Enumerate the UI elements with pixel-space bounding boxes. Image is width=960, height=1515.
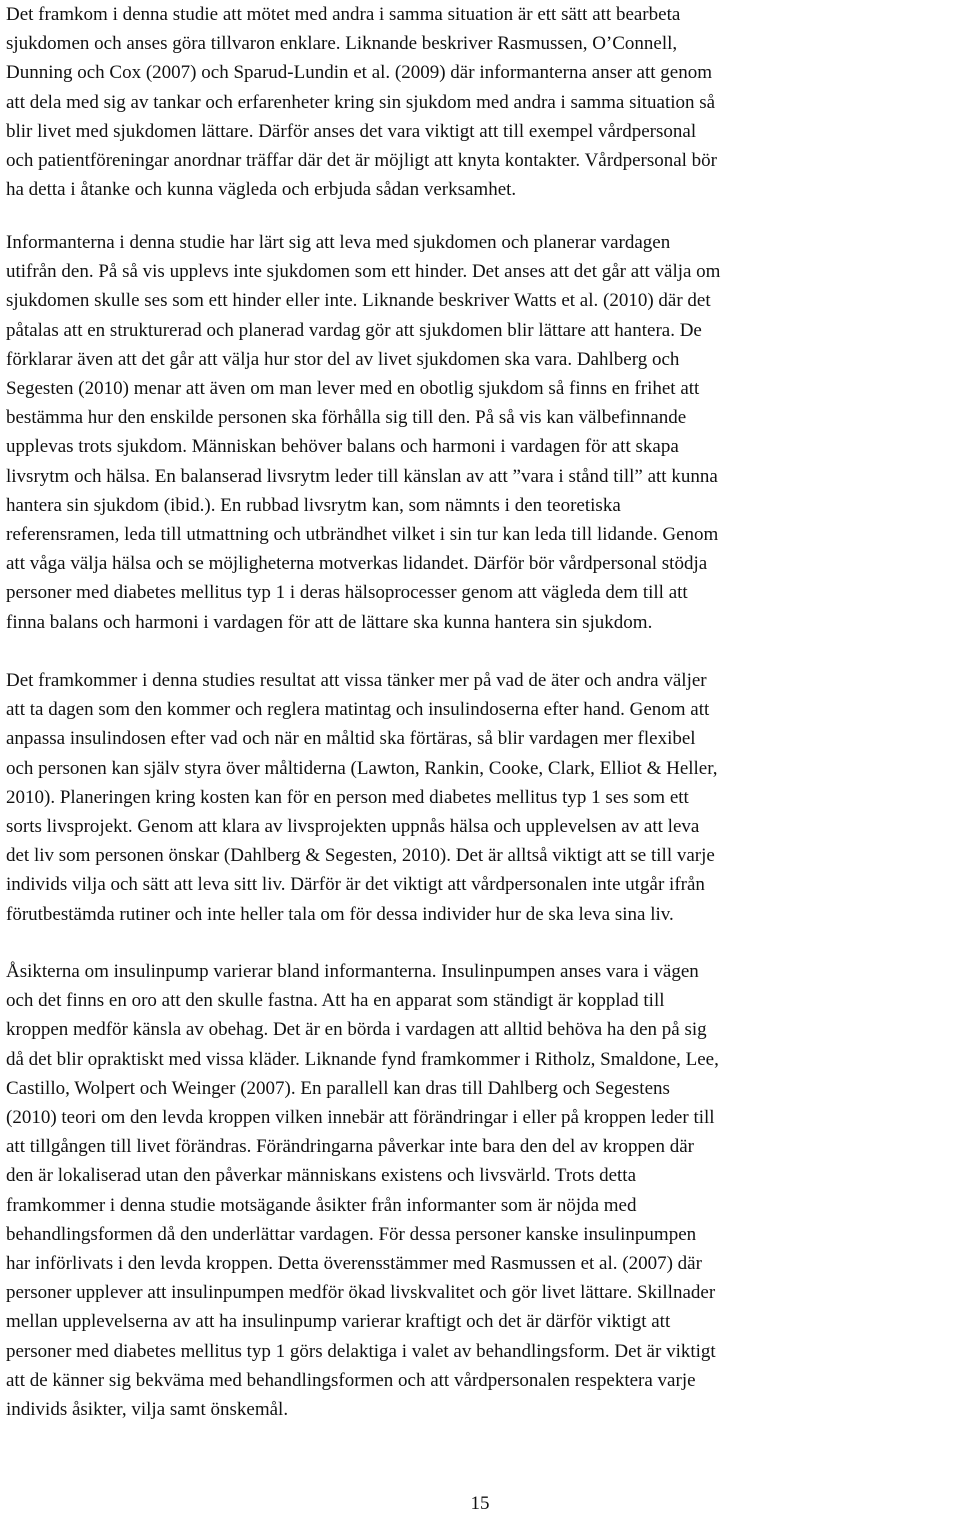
paragraph-4 [6, 957, 719, 1424]
text-line: och det finns en oro att den skulle fastna. Att ha en apparat som ständigt är kopplad till [6, 990, 665, 1012]
text-line: hantera sin sjukdom (ibid.). En rubbad livsrytm kan, som nämnts i den teoretiska [6, 494, 621, 516]
text-line: och personen kan själv styra över måltiderna (Lawton, Rankin, Cooke, Clark, Elliot & Heller, [6, 757, 718, 779]
text-line: att tillgången till livet förändras. Förändringarna påverkar inte bara den del av kroppen där [6, 1136, 694, 1158]
text-line: att dela med sig av tankar och erfarenheter kring sin sjukdom med andra i samma situation så [6, 91, 716, 113]
text-line: att de känner sig bekväma med behandlingsformen och att vårdpersonalen respektera varje [6, 1369, 696, 1391]
text-line: Dunning och Cox (2007) och Sparud-Lundin et al. (2009) där informanterna anser att genom [6, 62, 712, 84]
text-line: personer med diabetes mellitus typ 1 görs delaktiga i valet av behandlingsform. Det är viktigt [6, 1340, 716, 1362]
text-line: behandlingsformen då den underlättar vardagen. För dessa personer kanske insulinpumpen [6, 1223, 697, 1245]
text-line: sjukdomen skulle ses som ett hinder eller inte. Liknande beskriver Watts et al. (2010) där det [6, 290, 711, 312]
text-line: individs åsikter, vilja samt önskemål. [6, 1399, 289, 1421]
text-line: blir livet med sjukdomen lättare. Därför anses det vara viktigt att till exempel vårdpersonal [6, 120, 697, 142]
text-line: personer med diabetes mellitus typ 1 i deras hälsoprocesser genom att vägleda dem till att [6, 582, 688, 604]
text-line: Castillo, Wolpert och Weinger (2007). En parallell kan dras till Dahlberg och Segestens [6, 1077, 670, 1099]
text-line: Åsikterna om insulinpump varierar bland informanterna. Insulinpumpen anses vara i vägen [6, 961, 699, 982]
paragraph-1 [6, 0, 717, 204]
text-line: förklarar även att det går att välja hur stor del av livet sjukdomen ska vara. Dahlberg och [6, 348, 680, 370]
text-line: kroppen medför känsla av obehag. Det är en börda i vardagen att alltid behöva ha den på sig [6, 1019, 707, 1041]
text-line: referensramen, leda till utmattning och utbrändhet vilket i sin tur kan leda till lidande. Genom [6, 524, 719, 546]
text-line: utifrån den. På så vis upplevs inte sjukdomen som ett hinder. Det anses att det går att välja om [6, 261, 721, 283]
text-line: Segesten (2010) menar att även om man lever med en obotlig sjukdom så finns en frihet att [6, 378, 700, 400]
text-line: den är lokaliserad utan den påverkar människans existens och livsvärld. Trots detta [6, 1165, 637, 1187]
paragraph-2 [6, 228, 720, 637]
text-line: Det framkom i denna studie att mötet med andra i samma situation är ett sätt att bearbeta [6, 4, 681, 25]
text-line: 2010). Planeringen kring kosten kan för en person med diabetes mellitus typ 1 ses som ett [6, 786, 689, 808]
text-line: då det blir opraktiskt med vissa kläder. Liknande fynd framkommer i Ritholz, Smaldone, Lee, [6, 1048, 719, 1070]
text-line: bestämma hur den enskilde personen ska förhålla sig till den. På så vis kan välbefinnande [6, 407, 687, 429]
text-line: att våga välja hälsa och se möjligheterna motverkas lidandet. Därför bör vårdpersonal stödja [6, 553, 708, 575]
text-line: sorts livsprojekt. Genom att klara av livsprojekten uppnås hälsa och upplevelsen av att leva [6, 816, 700, 838]
text-line: det liv som personen önskar (Dahlberg & Segesten, 2010). Det är alltså viktigt att se till varje [6, 845, 715, 867]
text-line: har införlivats i den levda kroppen. Detta överensstämmer med Rasmussen et al. (2007) där [6, 1253, 702, 1275]
text-line: och patientföreningar anordnar träffar där det är möjligt att knyta kontakter. Vårdpersonal bör [6, 150, 718, 172]
text-line: personer upplever att insulinpumpen medför ökad livskvalitet och gör livet lättare. Skillnader [6, 1282, 716, 1304]
text-line: att ta dagen som den kommer och reglera matintag och insulindoserna efter hand. Genom att [6, 699, 710, 721]
text-line: livsrytm och hälsa. En balanserad livsrytm leder till känslan av att ”vara i stånd till” att kunna [6, 465, 718, 487]
text-line: förutbestämda rutiner och inte heller tala om för dessa individer hur de ska leva sina liv. [6, 903, 674, 925]
text-line: Det framkommer i denna studies resultat att vissa tänker mer på vad de äter och andra väljer [6, 670, 707, 691]
text-line: upplevas trots sjukdom. Människan behöver balans och harmoni i vardagen för att skapa [6, 436, 679, 458]
text-line: finna balans och harmoni i vardagen för att de lättare ska kunna hantera sin sjukdom. [6, 611, 653, 633]
text-line: Informanterna i denna studie har lärt sig att leva med sjukdomen och planerar vardagen [6, 232, 671, 253]
text-line: påtalas att en strukturerad och planerad vardag gör att sjukdomen blir lättare att hantera. De [6, 319, 702, 341]
text-line: mellan upplevelserna av att ha insulinpump varierar kraftigt och det är därför viktigt att [6, 1311, 671, 1333]
text-line: anpassa insulindosen efter vad och när en måltid ska förtäras, så blir vardagen mer flexibel [6, 728, 696, 750]
page-number: 15 [470, 1493, 490, 1514]
text-line: framkommer i denna studie motsägande åsikter från informanter som är nöjda med [6, 1194, 637, 1216]
text-line: (2010) teori om den levda kroppen vilken innebär att förändringar i eller på kroppen leder till [6, 1107, 715, 1129]
text-line: ha detta i åtanke och kunna vägleda och erbjuda sådan verksamhet. [6, 179, 517, 201]
text-line: individs vilja och sätt att leva sitt liv. Därför är det viktigt att vårdpersonalen inte utgår ifrån [6, 874, 705, 896]
paragraph-3 [6, 666, 718, 929]
text-line: sjukdomen och anses göra tillvaron enklare. Liknande beskriver Rasmussen, O’Connell, [6, 33, 678, 55]
